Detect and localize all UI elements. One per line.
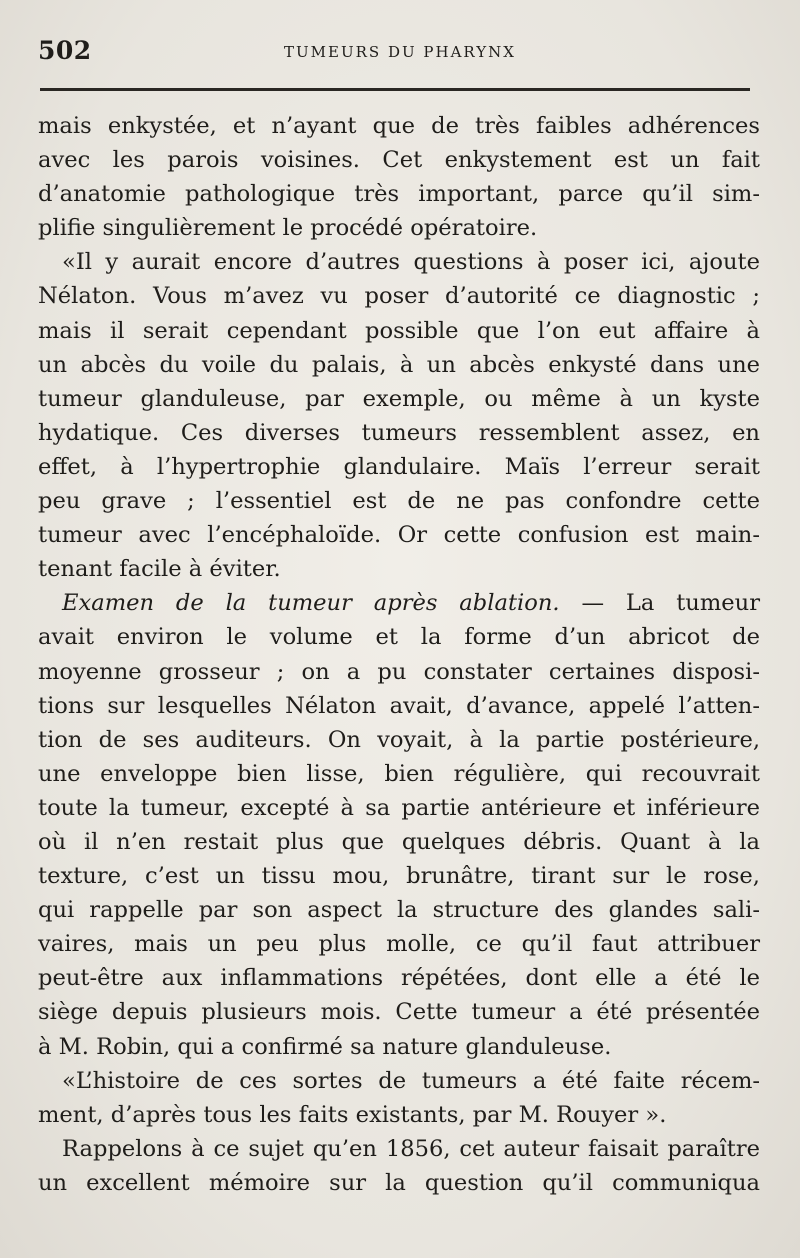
text-line: qui rappelle par son aspect la structure des glandes sali- bbox=[38, 897, 760, 924]
text-line: tion de ses auditeurs. On voyait, à la partie postérieure, bbox=[38, 726, 760, 753]
text-line: hydatique. Ces diverses tumeurs ressemblent assez, en bbox=[38, 419, 760, 446]
text-line: vaires, mais un peu plus molle, ce qu’il faut attribuer bbox=[38, 931, 760, 958]
text-line: à M. Robin, qui a confirmé sa nature glanduleuse. bbox=[38, 1033, 612, 1060]
body-text bbox=[38, 109, 760, 1200]
text-line: plifie singulièrement le procédé opératoire. bbox=[38, 215, 538, 242]
text-line: d’anatomie pathologique très important, parce qu’il sim- bbox=[38, 181, 760, 208]
text-line: ment, d’après tous les faits existants, par M. Rouyer ». bbox=[38, 1101, 667, 1128]
text-line: moyenne grosseur ; on a pu constater certaines disposi- bbox=[38, 658, 760, 685]
text-line: où il n’en restait plus que quelques débris. Quant à la bbox=[38, 828, 760, 855]
section-line bbox=[38, 586, 760, 620]
text-line: effet, à l’hypertrophie glandulaire. Maïs l’erreur serait bbox=[38, 453, 760, 480]
text-line: tumeur glanduleuse, par exemple, ou même à un kyste bbox=[38, 385, 760, 412]
section-heading: Examen de la tumeur après ablation. bbox=[62, 590, 560, 617]
text-line: texture, c’est un tissu mou, brunâtre, tirant sur le rose, bbox=[38, 863, 760, 890]
text-line: tumeur avec l’encéphaloïde. Or cette confusion est main- bbox=[38, 522, 760, 549]
text-line: un abcès du voile du palais, à un abcès enkysté dans une bbox=[38, 351, 760, 378]
text-line: mais il serait cependant possible que l’on eut affaire à bbox=[38, 317, 760, 344]
text-line: Rappelons à ce sujet qu’en 1856, cet auteur faisait paraître bbox=[62, 1135, 760, 1162]
text-line: peut-être aux inflammations répétées, dont elle a été le bbox=[38, 965, 760, 992]
text-line: siège depuis plusieurs mois. Cette tumeur a été présentée bbox=[38, 999, 760, 1026]
text-line: peu grave ; l’essentiel est de ne pas confondre cette bbox=[38, 488, 760, 515]
page-number: 502 bbox=[38, 36, 92, 65]
text-line: tenant facile à éviter. bbox=[38, 556, 281, 583]
page-header bbox=[38, 36, 762, 76]
text-line: tions sur lesquelles Nélaton avait, d’avance, appelé l’atten- bbox=[38, 692, 760, 719]
running-title: TUMEURS DU PHARYNX bbox=[284, 43, 516, 61]
text-line: Nélaton. Vous m’avez vu poser d’autorité ce diagnostic ; bbox=[38, 283, 760, 310]
text-line: «L’histoire de ces sortes de tumeurs a été faite récem- bbox=[62, 1067, 760, 1094]
text-line: une enveloppe bien lisse, bien régulière, qui recouvrait bbox=[38, 760, 760, 787]
text-line: un excellent mémoire sur la question qu’il communiqua bbox=[38, 1169, 760, 1196]
text-line: «Il y aurait encore d’autres questions à poser ici, ajoute bbox=[62, 249, 760, 276]
text-line: avait environ le volume et la forme d’un abricot de bbox=[38, 624, 760, 651]
text-line: mais enkystée, et n’ayant que de très faibles adhérences bbox=[38, 113, 760, 139]
text-fragment: — La tumeur bbox=[581, 590, 760, 617]
text-line: toute la tumeur, excepté à sa partie antérieure et inférieure bbox=[38, 794, 760, 821]
header-rule bbox=[40, 88, 750, 91]
text-line: avec les parois voisines. Cet enkystement est un fait bbox=[38, 147, 760, 174]
